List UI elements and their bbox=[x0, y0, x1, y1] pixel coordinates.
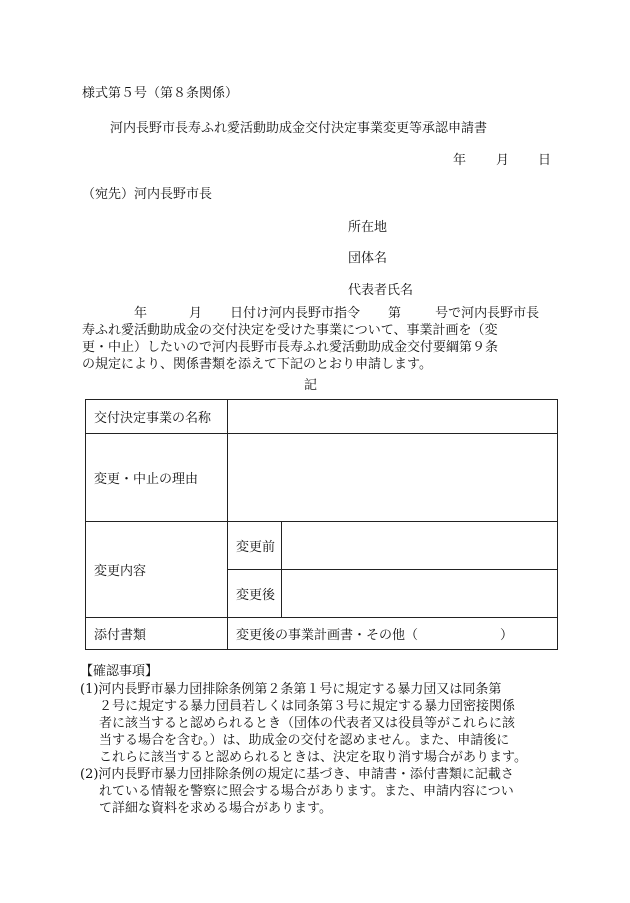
document-title: 河内長野市長寿ふれ愛活動助成金交付決定事業変更等承認申請書 bbox=[110, 121, 488, 136]
confirm-item-2-line: て詳細な資料を求める場合があります。 bbox=[99, 801, 332, 816]
confirmation-heading: 【確認事項】 bbox=[80, 664, 159, 679]
project-name-label: 交付決定事業の名称 bbox=[86, 400, 228, 434]
confirm-item-1-line: 当する場合を含む。）は、助成金の交付を認めません。また、申請後に bbox=[99, 733, 510, 748]
form-number: 様式第５号（第８条関係） bbox=[82, 86, 239, 101]
table-row bbox=[86, 400, 558, 434]
after-change-field[interactable] bbox=[282, 570, 558, 618]
organization-label: 団体名 bbox=[348, 251, 388, 266]
application-table bbox=[85, 399, 558, 650]
attachments-label: 添付書類 bbox=[86, 618, 228, 650]
date-day-label: 日 bbox=[538, 153, 552, 168]
confirm-item-1-line: 者に該当すると認められるとき（団体の代表者又は役員等がこれらに該 bbox=[99, 716, 516, 731]
address-label: 所在地 bbox=[348, 220, 388, 235]
date-month-label: 月 bbox=[496, 153, 510, 168]
confirm-item-1-line: これらに該当すると認められるときは、決定を取り消す場合があります。 bbox=[99, 750, 527, 765]
confirmation-items bbox=[80, 681, 570, 817]
change-content-label: 変更内容 bbox=[86, 522, 228, 618]
reason-field[interactable] bbox=[228, 434, 558, 522]
before-change-field[interactable] bbox=[282, 522, 558, 570]
body-line-2: 寿ふれ愛活動助成金の交付決定を受けた事業について、事業計画を（変 bbox=[82, 323, 498, 338]
addressee: （宛先）河内長野市長 bbox=[82, 187, 213, 202]
after-change-label: 変更後 bbox=[228, 570, 282, 618]
project-name-field[interactable] bbox=[228, 400, 558, 434]
table-row bbox=[86, 434, 558, 522]
date-year-label: 年 bbox=[453, 153, 467, 168]
confirm-item-1-line: (1)河内長野市暴力団排除条例第２条第１号に規定する暴力団又は同条第 bbox=[80, 682, 502, 697]
table-row bbox=[86, 618, 558, 650]
body-line-1: 年 月 日付け河内長野市指令 第 号で河内長野市長 bbox=[134, 306, 540, 321]
table-row bbox=[86, 522, 558, 570]
before-change-label: 変更前 bbox=[228, 522, 282, 570]
body-line-3: 更・中止）したいので河内長野市長寿ふれ愛活動助成金交付要綱第９条 bbox=[82, 340, 499, 355]
confirm-item-2-line: (2)河内長野市暴力団排除条例の規定に基づき、申請書・添付書類に記載さ bbox=[80, 767, 514, 782]
representative-label: 代表者氏名 bbox=[348, 283, 414, 298]
ki-heading: 記 bbox=[304, 378, 318, 393]
attachments-field[interactable]: 変更後の事業計画書・その他（ ） bbox=[228, 618, 558, 650]
confirm-item-1-line: ２号に規定する暴力団員若しくは同条第３号に規定する暴力団密接関係 bbox=[99, 699, 516, 714]
body-line-4: の規定により、関係書類を添えて下記のとおり申請します。 bbox=[82, 357, 432, 372]
confirm-item-2-line: れている情報を警察に照会する場合があります。また、申請内容につい bbox=[99, 784, 514, 799]
application-body bbox=[82, 305, 562, 373]
reason-label: 変更・中止の理由 bbox=[86, 434, 228, 522]
